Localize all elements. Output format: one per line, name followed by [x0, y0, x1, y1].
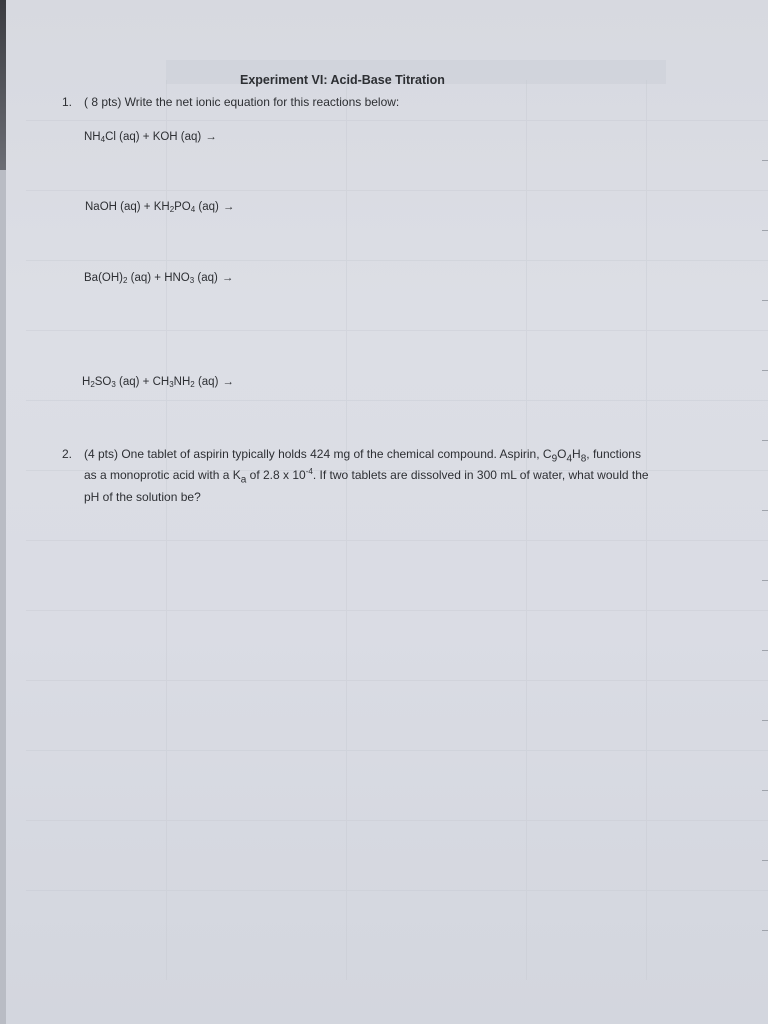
reaction-4 — [82, 376, 234, 388]
question-2-text-part: , functions as a monoprotic acid with a K — [84, 447, 641, 483]
reaction-arrow-icon: → — [221, 272, 234, 284]
question-2-text-part: a — [240, 474, 247, 486]
reaction-arrow-icon: → — [222, 376, 234, 388]
edge-tick — [762, 930, 768, 931]
question-2-number: 2. — [62, 447, 73, 461]
edge-tick — [762, 580, 768, 581]
question-2-text-part: H — [572, 447, 581, 461]
grid-line — [26, 260, 768, 261]
reaction-arrow-icon: → — [222, 201, 235, 213]
reaction-formula-part: H — [82, 376, 91, 388]
reaction-formula-part: Cl (aq) + KOH (aq) — [105, 131, 202, 143]
reaction-formula-part: (aq) + HNO — [127, 272, 190, 284]
question-1-text: ( 8 pts) Write the net ionic equation for this reactions below: — [84, 95, 400, 109]
question-2-text-part: of 2.8 x 10 — [246, 468, 306, 483]
reaction-formula-part: NH — [84, 131, 101, 143]
reaction-formula-part: (aq) + CH — [115, 376, 170, 388]
reaction-formula-part: 3 — [169, 380, 174, 389]
edge-tick — [762, 160, 768, 161]
reaction-3 — [84, 272, 233, 284]
grid-line — [26, 750, 768, 751]
reaction-formula-part: Ba(OH) — [84, 272, 123, 284]
grid-line — [26, 400, 768, 401]
edge-tick — [762, 440, 768, 441]
reaction-formula-part: (aq) — [195, 201, 219, 213]
edge-tick — [762, 860, 768, 861]
edge-tick — [762, 510, 768, 511]
edge-tick — [762, 370, 768, 371]
page-title: Experiment VI: Acid-Base Titration — [240, 73, 445, 87]
grid-line — [166, 80, 167, 980]
page-edge-ticks — [762, 160, 768, 940]
question-2-text — [84, 446, 654, 506]
question-2-text-part: 4 — [566, 453, 573, 465]
question-2-text-part: . If two tablets are dissolved in 300 mL of water, what would the pH of the solution be? — [84, 468, 649, 504]
show-through-grid — [26, 80, 768, 980]
edge-tick — [762, 720, 768, 721]
grid-line — [526, 80, 527, 980]
reaction-formula-part: NH — [173, 376, 191, 388]
reaction-2 — [85, 201, 234, 213]
reaction-formula-part: 4 — [100, 135, 106, 144]
grid-line — [26, 680, 768, 681]
reaction-formula-part: 4 — [190, 205, 196, 214]
question-2-text-part: 8 — [580, 453, 587, 465]
grid-line — [26, 120, 768, 121]
edge-tick — [762, 650, 768, 651]
grid-line — [26, 610, 768, 611]
question-2-text-part: O — [557, 447, 567, 461]
reaction-formula-part: 3 — [111, 380, 116, 389]
reaction-formula-part: 2 — [190, 380, 195, 389]
reaction-formula-part: (aq) — [194, 376, 219, 388]
reaction-formula-part: NaOH (aq) + KH — [85, 201, 170, 213]
reaction-arrow-icon: → — [205, 131, 217, 143]
question-2-text-part: 9 — [551, 453, 558, 465]
reaction-formula-part: (aq) — [194, 272, 218, 284]
question-1-number: 1. — [62, 95, 73, 109]
reaction-formula-part: 2 — [122, 276, 128, 285]
grid-line — [346, 80, 347, 980]
edge-tick — [762, 790, 768, 791]
reaction-1 — [84, 131, 217, 143]
question-2-text-part: (4 pts) One tablet of aspirin typically holds 424 mg of the chemical compound. Aspirin, C — [84, 447, 552, 461]
grid-line — [26, 820, 768, 821]
reaction-formula-part: 2 — [169, 205, 175, 214]
grid-line — [26, 540, 768, 541]
edge-tick — [762, 300, 768, 301]
grid-line — [26, 890, 768, 891]
worksheet-page — [6, 0, 768, 1024]
grid-line — [26, 330, 768, 331]
reaction-formula-part: 2 — [90, 380, 95, 389]
reaction-formula-part: SO — [94, 376, 112, 388]
grid-line — [646, 80, 647, 980]
reaction-formula-part: 3 — [189, 276, 195, 285]
edge-tick — [762, 230, 768, 231]
grid-line — [26, 190, 768, 191]
question-2-text-part: -4 — [305, 467, 313, 477]
reaction-formula-part: PO — [174, 201, 191, 213]
